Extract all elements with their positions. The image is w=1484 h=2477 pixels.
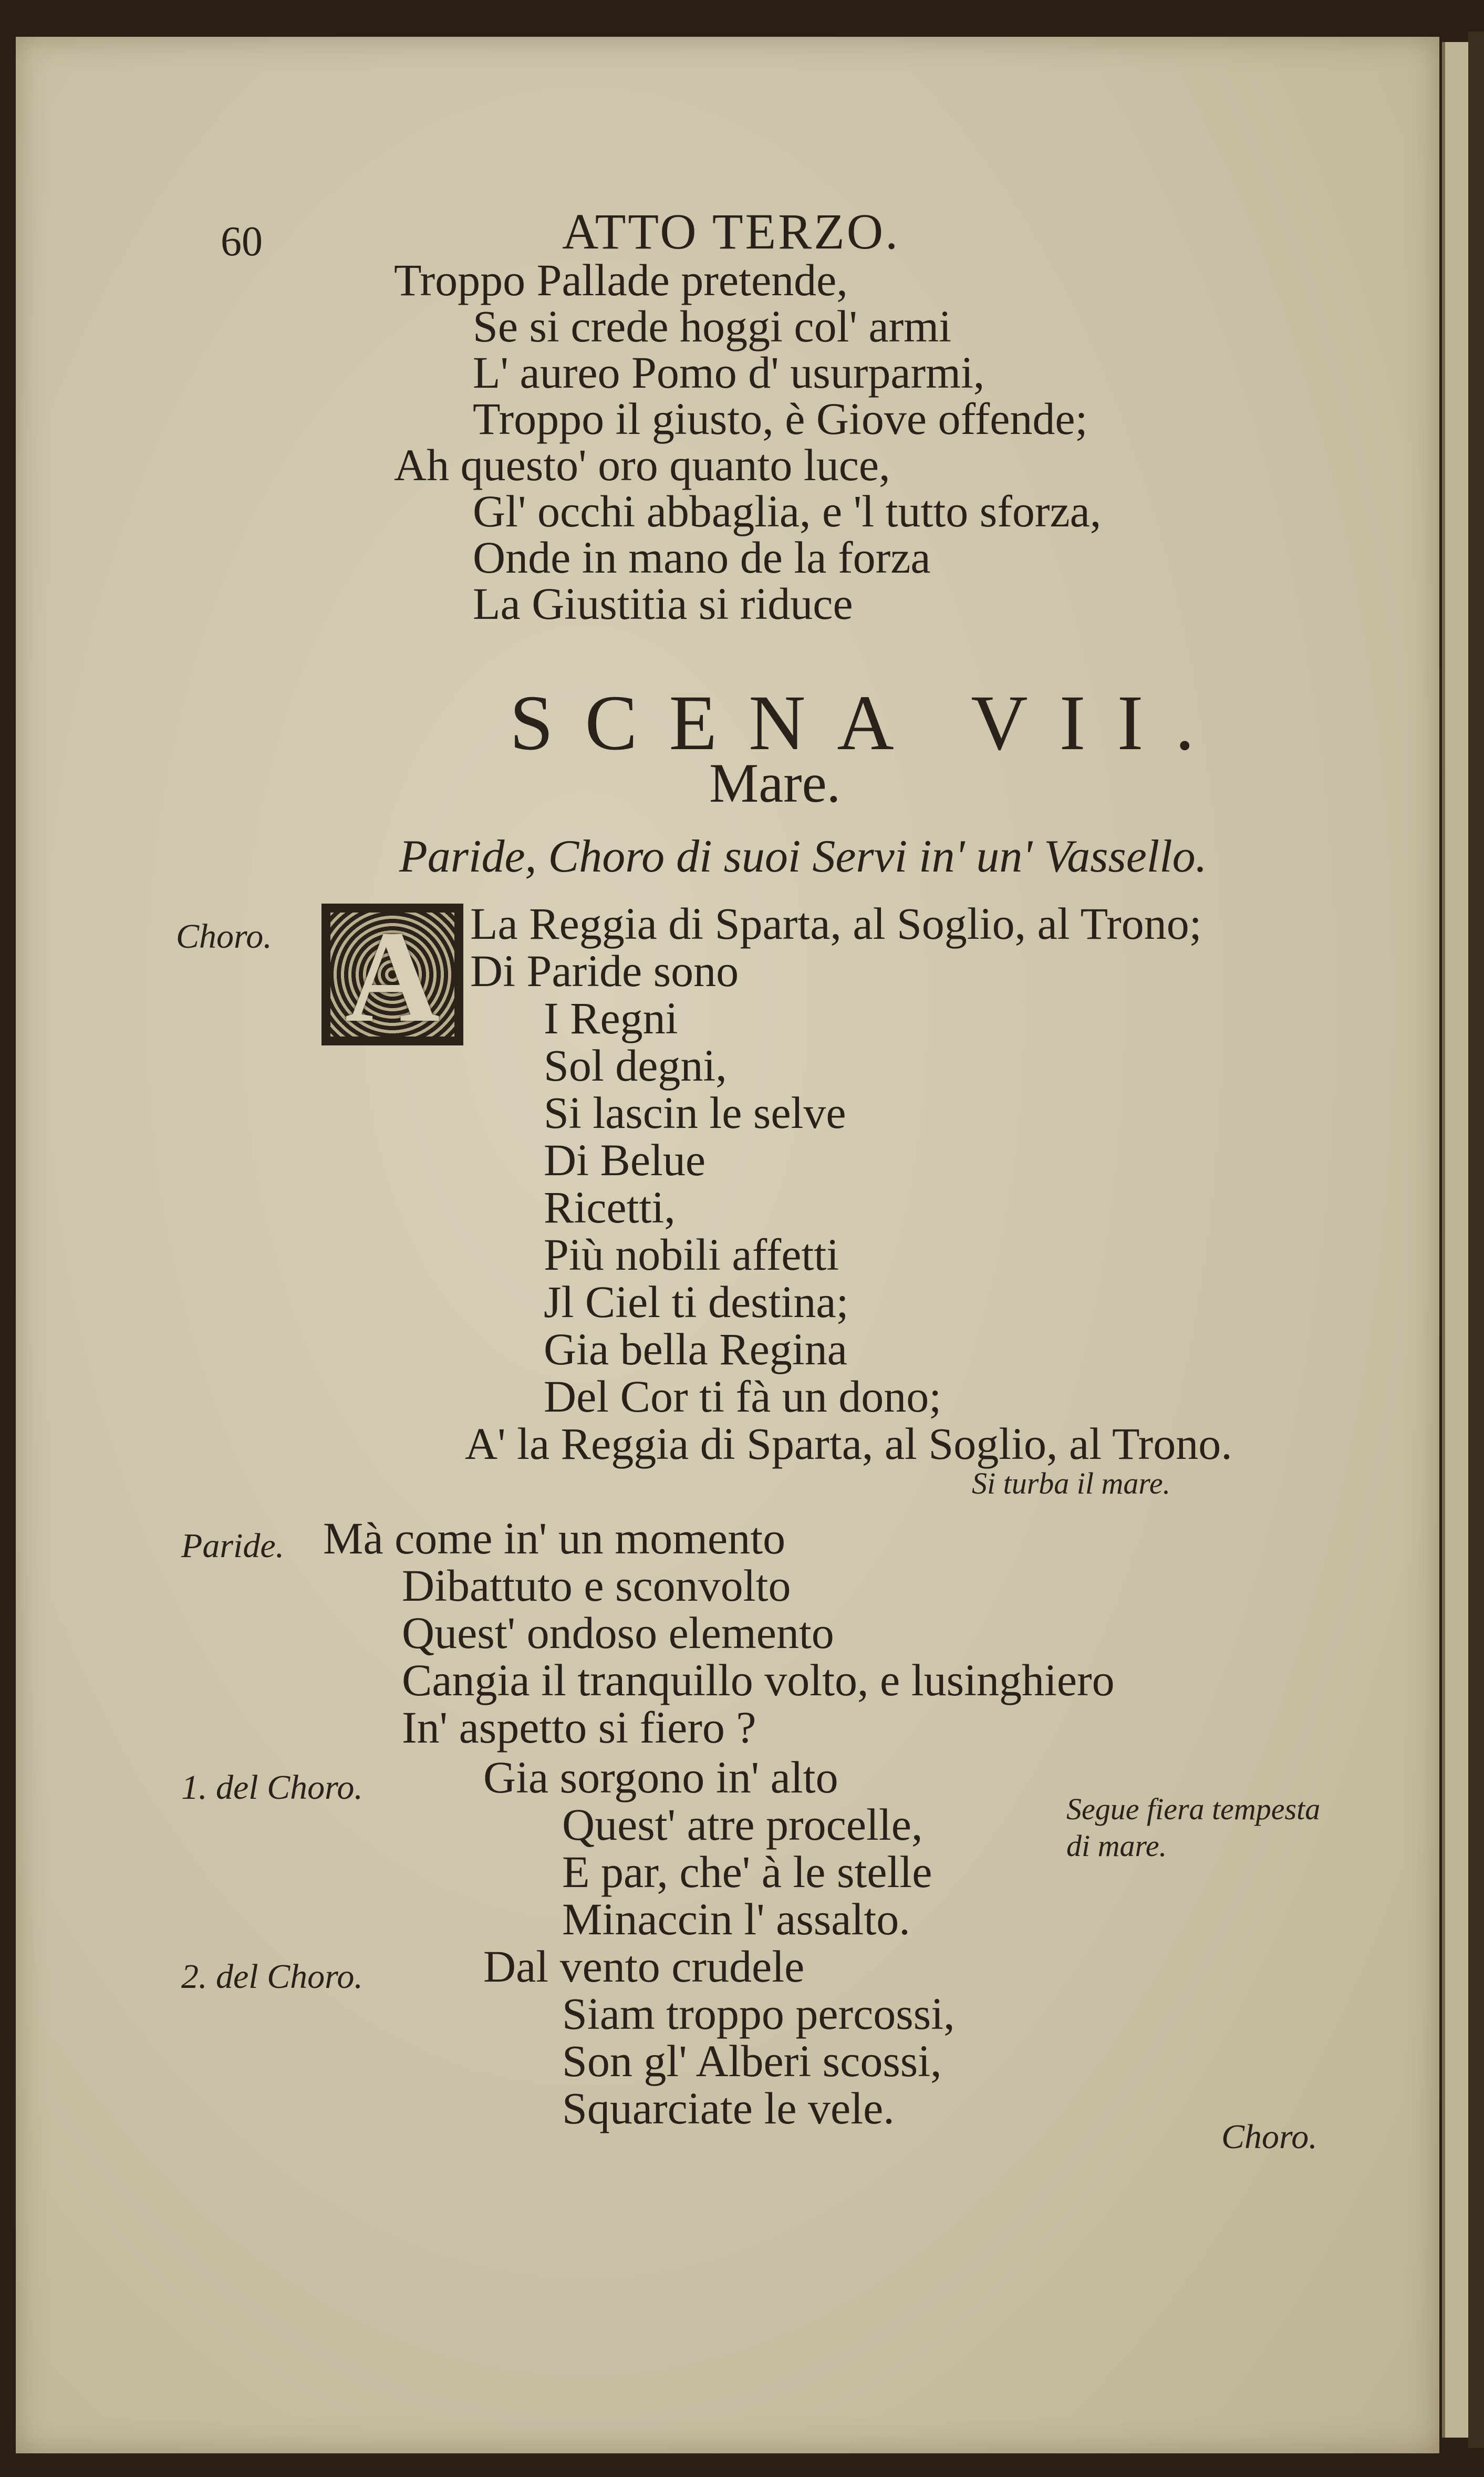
verse-line: Si lascin le selve — [544, 1087, 846, 1138]
scene-title: SCENA VII. — [510, 679, 1226, 766]
verse-line: Se si crede hoggi col' armi — [473, 301, 952, 351]
verse-line: Più nobili affetti — [544, 1229, 839, 1280]
speaker-label: 1. del Choro. — [181, 1768, 363, 1807]
verse-line: Jl Ciel ti destina; — [544, 1277, 849, 1327]
verse-line: Ah questo' oro quanto luce, — [394, 440, 890, 490]
verse-line: Troppo il giusto, è Giove offende; — [473, 393, 1088, 444]
verse-line: Di Paride sono — [470, 946, 739, 996]
verse-line: La Reggia di Sparta, al Soglio, al Trono; — [470, 898, 1202, 949]
verse-line: Di Belue — [544, 1135, 706, 1185]
verse-line: Onde in mano de la forza — [473, 532, 931, 583]
verse-line: Gia sorgono in' alto — [483, 1752, 838, 1802]
speaker-label: Choro. — [176, 917, 272, 956]
verse-line: Dal vento crudele — [483, 1941, 805, 1992]
verse-line: Quest' atre procelle, — [562, 1799, 923, 1850]
verse-line: Siam troppo percossi, — [562, 1988, 955, 2039]
verse-line: Sol degni, — [544, 1040, 727, 1091]
verse-line: Mà come in' un momento — [323, 1513, 786, 1563]
drop-cap-letter: A — [345, 904, 440, 1050]
binding-edge — [1468, 32, 1484, 2448]
speaker-label: Paride. — [181, 1527, 285, 1565]
stage-direction: Segue fiera tempesta — [1066, 1792, 1321, 1826]
verse-line: Dibattuto e sconvolto — [402, 1560, 791, 1611]
speaker-label: 2. del Choro. — [181, 1957, 363, 1996]
verse-line: E par, che' à le stelle — [562, 1847, 932, 1897]
verse-line: Minaccin l' assalto. — [562, 1894, 910, 1944]
stage-direction: Si turba il mare. — [972, 1466, 1171, 1500]
scene-setting: Mare. — [709, 752, 841, 814]
verse-line: Ricetti, — [544, 1182, 676, 1232]
page-number: 60 — [221, 219, 263, 265]
stage-direction: di mare. — [1066, 1829, 1167, 1863]
verse-line: Gia bella Regina — [544, 1324, 847, 1374]
verse-line: I Regni — [544, 993, 678, 1043]
verse-line: Del Cor ti fà un dono; — [544, 1371, 942, 1422]
ornamental-drop-cap — [321, 904, 463, 1050]
verse-line: Gl' occhi abbaglia, e 'l tutto sforza, — [473, 486, 1102, 536]
verse-line: L' aureo Pomo d' usurparmi, — [473, 347, 985, 398]
verse-line: Son gl' Alberi scossi, — [562, 2036, 942, 2086]
catchword: Choro. — [1221, 2118, 1317, 2156]
verse-line: La Giustitia si riduce — [473, 578, 853, 629]
verse-line: Cangia il tranquillo volto, e lusinghiero — [402, 1655, 1115, 1705]
verse-line: In' aspetto si fiero ? — [402, 1702, 756, 1753]
verse-line: Troppo Pallade pretende, — [394, 255, 848, 305]
scene-cast: Paride, Choro di suoi Servi in' un' Vassello. — [399, 831, 1207, 882]
running-header: ATTO TERZO. — [562, 203, 900, 260]
verse-line: Quest' ondoso elemento — [402, 1608, 834, 1658]
verse-line: A' la Reggia di Sparta, al Soglio, al Trono. — [465, 1418, 1232, 1469]
verse-line: Squarciate le vele. — [562, 2083, 895, 2133]
